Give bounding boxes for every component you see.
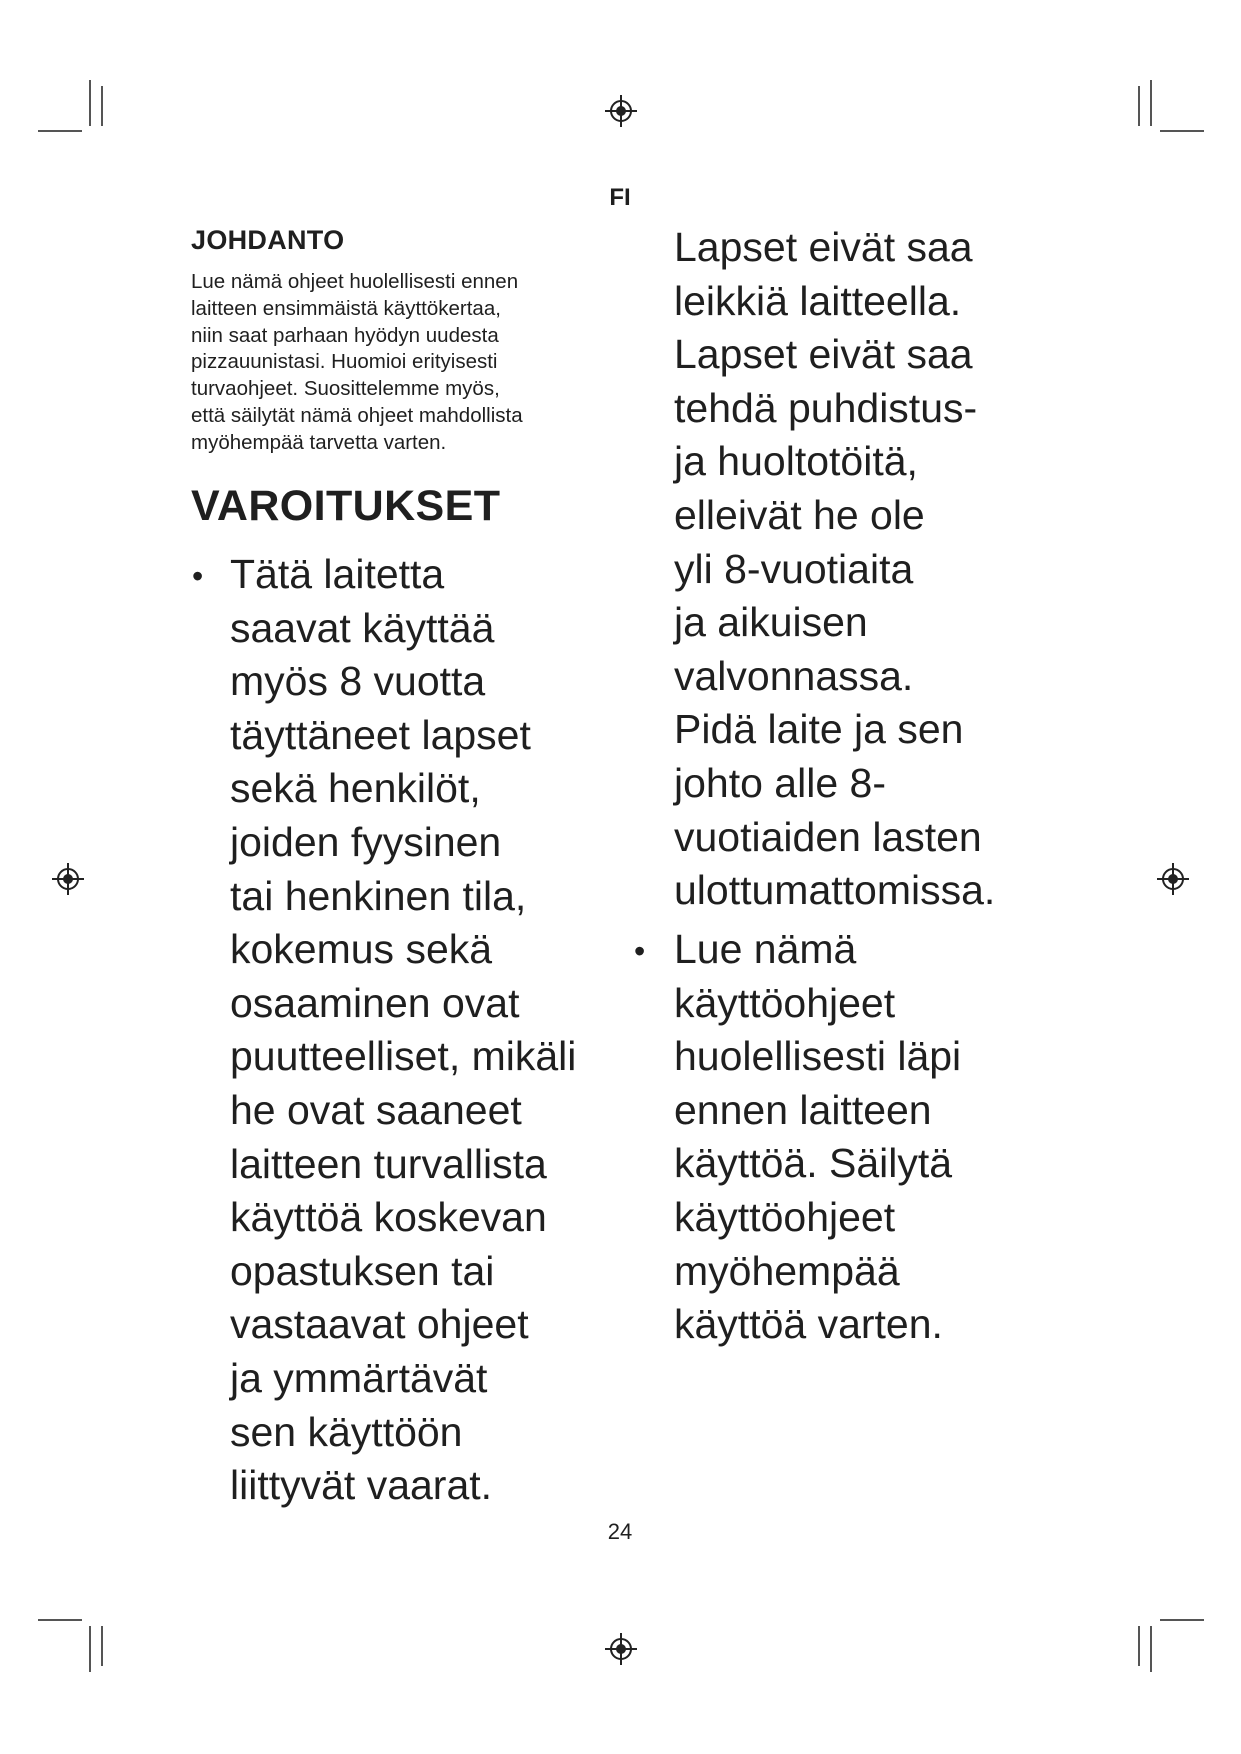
intro-line: pizzauunistasi. Huomioi erityisesti bbox=[191, 350, 498, 374]
warning-line: käyttöohjeet bbox=[674, 1193, 896, 1240]
warning-line: elleivät he ole bbox=[674, 491, 925, 538]
warnings-heading: VAROITUKSET bbox=[191, 482, 501, 530]
page-number: 24 bbox=[607, 1519, 633, 1544]
warning-line: Lue nämä bbox=[674, 926, 857, 972]
warning-line: Tätä laitetta bbox=[230, 551, 445, 597]
intro-line: että säilytät nämä ohjeet mahdollista bbox=[191, 403, 523, 427]
warning-item-1-continued bbox=[674, 221, 995, 918]
crop-mark bbox=[1160, 1619, 1204, 1621]
intro-line: niin saat parhaan hyödyn uudesta bbox=[191, 323, 499, 347]
intro-paragraph bbox=[191, 269, 591, 457]
intro-line: Lue nämä ohjeet huolellisesti ennen bbox=[191, 270, 519, 293]
registration-mark-icon bbox=[604, 94, 638, 128]
crop-mark bbox=[1150, 80, 1152, 126]
warning-line: liittyvät vaarat. bbox=[230, 1462, 493, 1509]
warning-line: täyttäneet lapset bbox=[230, 711, 531, 758]
warning-line: Lapset eivät saa bbox=[674, 224, 973, 270]
registration-mark-icon bbox=[604, 1632, 638, 1666]
crop-mark bbox=[38, 130, 82, 132]
warning-line: tehdä puhdistus- bbox=[674, 384, 978, 431]
warning-item-2 bbox=[674, 923, 961, 1352]
warning-line: ulottumattomissa. bbox=[674, 867, 996, 914]
warning-line: joiden fyysinen bbox=[230, 818, 502, 865]
warning-line: Pidä laite ja sen bbox=[674, 706, 964, 753]
warning-line: johto alle 8- bbox=[674, 759, 886, 806]
warning-line: käyttöohjeet bbox=[674, 979, 896, 1026]
warning-line: käyttöä koskevan bbox=[230, 1194, 547, 1241]
warning-line: vuotiaiden lasten bbox=[674, 813, 982, 860]
warning-line: he ovat saaneet bbox=[230, 1086, 522, 1133]
crop-mark bbox=[89, 1626, 91, 1672]
warning-line: leikkiä laitteella. bbox=[674, 277, 962, 324]
bullet-icon: • bbox=[192, 558, 204, 594]
warning-line: valvonnassa. bbox=[674, 652, 914, 699]
intro-line: turvaohjeet. Suosittelemme myös, bbox=[191, 377, 500, 401]
intro-heading: JOHDANTO bbox=[191, 225, 345, 255]
warning-line: puutteelliset, mikäli bbox=[230, 1033, 577, 1080]
crop-mark bbox=[1138, 1626, 1140, 1666]
intro-line: myöhempää tarvetta varten. bbox=[191, 430, 447, 454]
warning-line: ja huoltotöitä, bbox=[674, 438, 918, 485]
warning-line: myös 8 vuotta bbox=[230, 658, 486, 705]
warning-line: myöhempää bbox=[674, 1247, 900, 1294]
warning-line: ja aikuisen bbox=[674, 599, 868, 646]
intro-line: laitteen ensimmäistä käyttökertaa, bbox=[191, 296, 501, 320]
crop-mark bbox=[38, 1619, 82, 1621]
warning-line: yli 8-vuotiaita bbox=[674, 545, 914, 592]
crop-mark bbox=[1150, 1626, 1152, 1672]
warning-line: saavat käyttää bbox=[230, 604, 495, 651]
warning-line: käyttöä varten. bbox=[674, 1301, 943, 1348]
warning-line: Lapset eivät saa bbox=[674, 331, 973, 378]
warning-line: huolellisesti läpi bbox=[674, 1033, 962, 1080]
crop-mark bbox=[101, 86, 103, 126]
bullet-icon: • bbox=[634, 933, 646, 969]
registration-mark-icon bbox=[1156, 862, 1190, 896]
warning-line: ennen laitteen bbox=[674, 1086, 932, 1133]
crop-mark bbox=[89, 80, 91, 126]
language-code: FI bbox=[609, 184, 631, 211]
crop-mark bbox=[1160, 130, 1204, 132]
warning-line: sen käyttöön bbox=[230, 1408, 463, 1455]
warning-line: sekä henkilöt, bbox=[230, 765, 481, 812]
warning-item-1 bbox=[230, 548, 576, 1513]
registration-mark-icon bbox=[51, 862, 85, 896]
warning-line: opastuksen tai bbox=[230, 1247, 495, 1294]
warning-line: kokemus sekä bbox=[230, 926, 493, 973]
warning-line: ja ymmärtävät bbox=[230, 1354, 488, 1401]
warning-line: käyttöä. Säilytä bbox=[674, 1140, 953, 1187]
warning-line: tai henkinen tila, bbox=[230, 872, 527, 919]
warning-line: laitteen turvallista bbox=[230, 1140, 547, 1187]
crop-mark bbox=[101, 1626, 103, 1666]
crop-mark bbox=[1138, 86, 1140, 126]
warning-line: osaaminen ovat bbox=[230, 979, 520, 1026]
warning-line: vastaavat ohjeet bbox=[230, 1301, 529, 1348]
